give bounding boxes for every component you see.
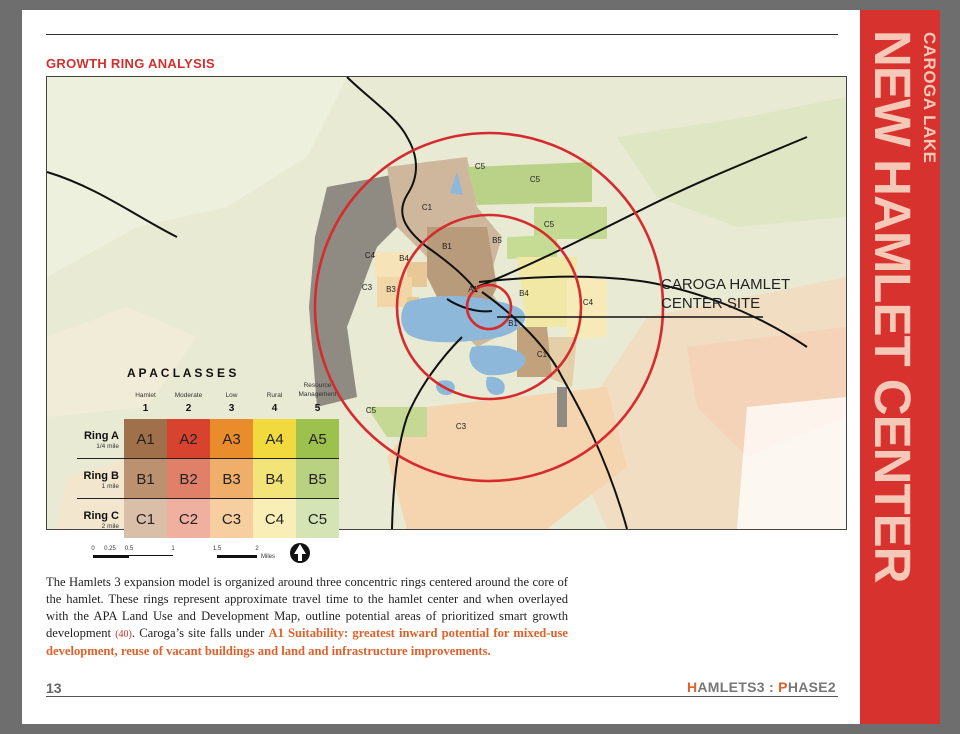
zone-label: B5 [492, 236, 502, 245]
zone-label: B3 [386, 285, 396, 294]
legend-ring-name: Ring B [83, 470, 119, 482]
zone-label: B1 [508, 319, 518, 328]
legend-cell-label: A3 [222, 431, 241, 448]
page-number: 13 [46, 680, 62, 696]
sidebar-banner [860, 10, 940, 724]
highlight-text: A1 Suitability: greatest inward potential for mixed-use development, reuse of vacant buildings and land and infrastructure improvements. [46, 626, 568, 658]
legend-cell-label: C5 [307, 511, 328, 528]
zone-label: C3 [455, 422, 467, 431]
zone-label: C1 [536, 350, 548, 359]
legend-cell-label: B2 [179, 471, 198, 488]
legend-class-name: Low [225, 392, 238, 399]
scale-tick-label: 0 [91, 546, 95, 552]
scale-unit: Miles [261, 554, 276, 560]
legend-cell-label: C4 [264, 511, 285, 528]
legend-class-name: Hamlet [135, 392, 156, 399]
zone-label: C4 [364, 251, 376, 260]
north-arrow-icon [290, 543, 310, 563]
scale-tick-label: 0.25 [104, 546, 116, 552]
body-text-1: The Hamlets 3 expansion model is organized around three concentric rings centered around the core of the hamlet. These rings represent approximate travel time to the hamlet center and when overlayed with the APA Land Use and Development Map, outline potential areas of prioritized smart growth development [46, 575, 568, 640]
section-title: GROWTH RING ANALYSIS [46, 56, 215, 71]
body-paragraph [46, 574, 568, 660]
legend-class-number: 4 [271, 403, 278, 414]
callout-line-2: CENTER SITE [661, 295, 761, 312]
legend-title: A P A C L A S S E S [127, 366, 237, 380]
scale-tick-label: 1.5 [212, 546, 222, 552]
legend-class-name: Moderate [174, 392, 203, 399]
legend-ring-distance: 2 mile [101, 523, 119, 530]
scale-segment [93, 555, 129, 558]
legend-cell-label: B1 [136, 471, 155, 488]
body-text-2: . Caroga’s site falls under [131, 626, 269, 640]
top-rule [46, 34, 838, 35]
legend-ring-distance: 1 mile [101, 483, 119, 490]
sidebar-subtitle: CAROGA LAKE [920, 32, 939, 164]
legend-cell-label: A1 [136, 431, 155, 448]
legend-class-number: 3 [228, 403, 235, 414]
zone-label: C3 [361, 283, 373, 292]
legend-cell-label: A4 [265, 431, 284, 448]
bottom-rule [46, 696, 838, 697]
sidebar-title: NEW HAMLET CENTER [864, 30, 921, 583]
zone-label: B1 [442, 242, 452, 251]
sidebar-rotated-text [866, 30, 940, 582]
legend-ring-name: Ring A [83, 430, 119, 442]
legend-ring-distance: 1/4 mile [96, 443, 119, 450]
citation: (40) [115, 629, 132, 640]
zone-label: C5 [365, 406, 377, 415]
scale-segment [129, 555, 173, 556]
legend-class-number: 1 [142, 403, 149, 414]
growth-ring-map [46, 76, 847, 560]
map-graphic [47, 77, 846, 560]
zone-label: C5 [529, 175, 541, 184]
zone-label: A1 [468, 285, 478, 294]
footer-brand: HAMLETS3 : PHASE2 [686, 679, 836, 695]
legend-cell-label: C3 [221, 511, 242, 528]
zone-label: C1 [421, 203, 433, 212]
legend-class-number: 2 [185, 403, 192, 414]
legend-cell-label: A2 [179, 431, 198, 448]
legend-cell-label: B5 [308, 471, 327, 488]
legend-cell-label: B3 [222, 471, 241, 488]
legend-cell-label: B4 [265, 471, 284, 488]
zone-label: B4 [519, 289, 529, 298]
legend-class-name: Management [298, 391, 337, 398]
legend-cell-label: C1 [135, 511, 156, 528]
zone-label: C5 [543, 220, 555, 229]
legend-class-name: Resource [303, 382, 332, 389]
scale-tick-label: 2 [255, 546, 259, 552]
legend-cell-label: A5 [308, 431, 327, 448]
legend-cell-label: C2 [178, 511, 199, 528]
legend-class-name: Rural [266, 392, 283, 399]
scale-tick-label: 0.5 [124, 546, 134, 552]
scale-bar [91, 546, 275, 560]
scale-segment [217, 555, 257, 558]
callout-line-1: CAROGA HAMLET [661, 276, 791, 293]
document-page [22, 10, 940, 724]
legend-class-number: 5 [314, 403, 321, 414]
legend-ring-name: Ring C [83, 510, 119, 522]
scale-tick-label: 1 [171, 546, 175, 552]
zone-label: C4 [582, 298, 594, 307]
zone-label: B4 [399, 254, 409, 263]
zone-label: C5 [474, 162, 486, 171]
